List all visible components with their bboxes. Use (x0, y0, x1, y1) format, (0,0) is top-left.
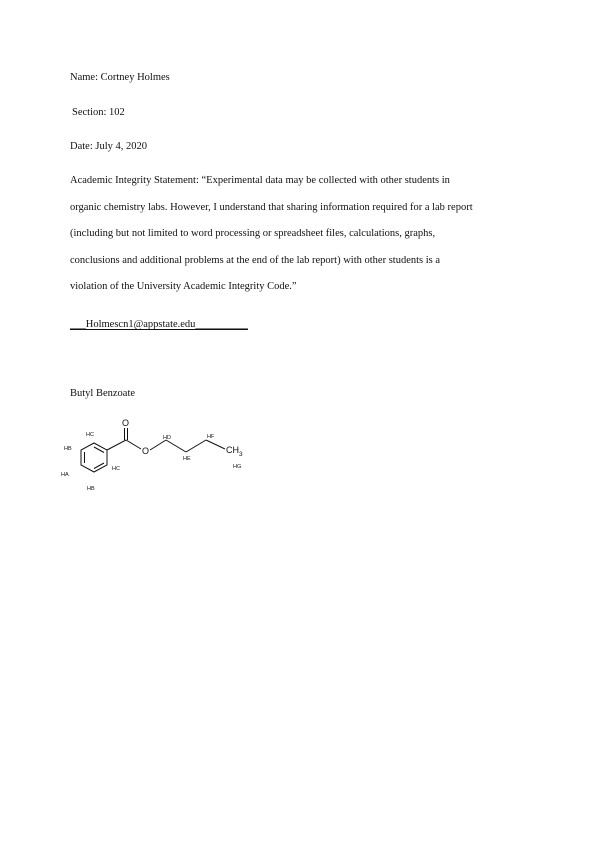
o-ch2-bond (150, 440, 166, 450)
statement-line: Academic Integrity Statement: “Experimental data may be collected with other students in (70, 175, 450, 186)
signature-email: ___Holmescn1@appstate.edu__________ (70, 319, 248, 330)
hf-label: HF (207, 434, 215, 440)
ch3-main-text: CH (226, 445, 239, 455)
ester-oxygen-label: O (142, 446, 150, 456)
hg-label: HG (233, 464, 242, 470)
ring-carbonyl-bond (107, 440, 126, 450)
ester-bond (126, 440, 141, 449)
statement-line: violation of the University Academic Integrity Code.” (70, 281, 297, 292)
he-label: HE (183, 456, 191, 462)
chain-bond (166, 440, 186, 452)
statement-line: (including but not limited to word processing or spreadsheet files, calculations, graphs, (70, 228, 436, 239)
hb-bottom-label: HB (87, 486, 95, 492)
proton-labels (61, 432, 241, 492)
hc-right-label: HC (112, 466, 120, 472)
report-date: Date: July 4, 2020 (70, 141, 147, 152)
statement-line: conclusions and additional problems at the end of the lab report) with other students is a (70, 254, 441, 266)
hb-top-label: HB (64, 446, 72, 452)
statement-line: organic chemistry labs. However, I understand that sharing information required for a lab report (70, 201, 473, 213)
chain-bond (186, 440, 206, 452)
ha-label: HA (61, 472, 69, 478)
section-number: Section: 102 (72, 107, 125, 118)
ch3-label (226, 445, 243, 458)
chain-bond (206, 440, 225, 449)
student-name: Name: Cortney Holmes (70, 72, 170, 83)
compound-title: Butyl Benzoate (70, 388, 136, 399)
hc-top-label: HC (86, 432, 94, 438)
molecule-bonds (81, 428, 225, 472)
hd-label: HD (163, 435, 171, 441)
ch3-subscript: 3 (239, 451, 243, 458)
carbonyl-oxygen-label: O (122, 418, 130, 428)
